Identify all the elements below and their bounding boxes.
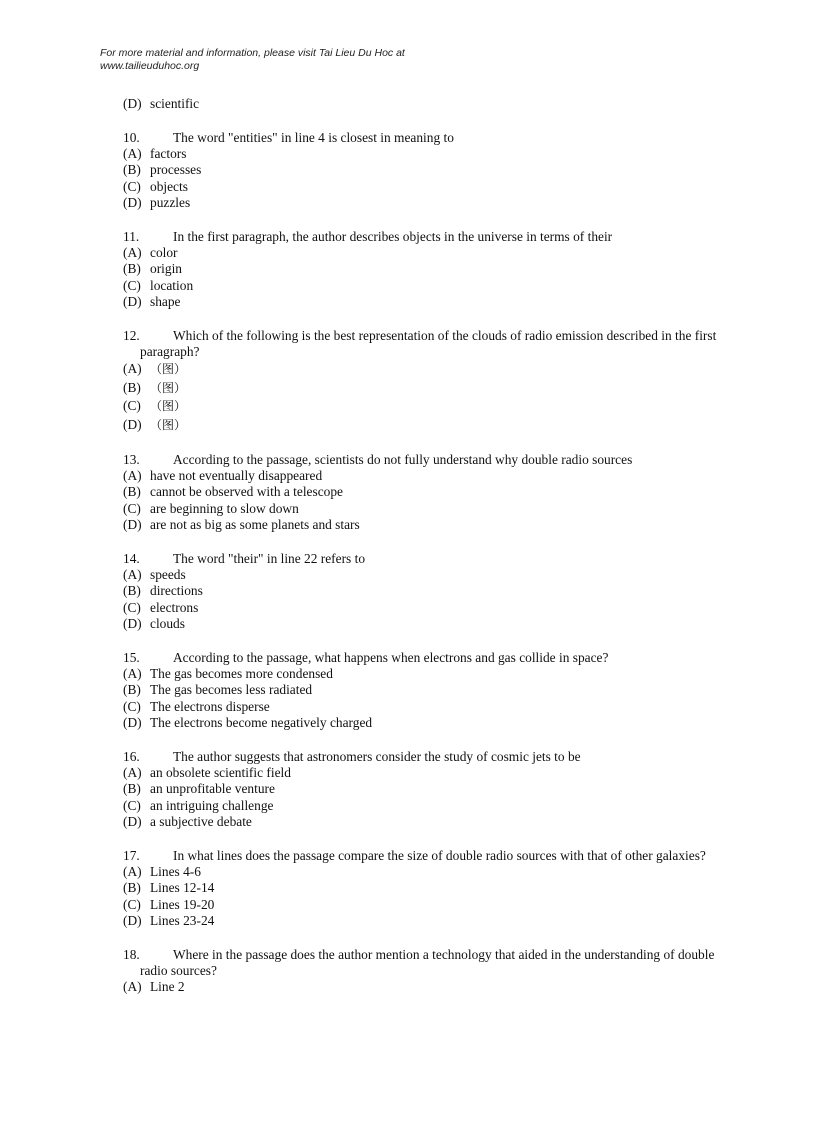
option-figure-placeholder: （图） bbox=[150, 380, 187, 395]
answer-option bbox=[123, 245, 723, 261]
answer-option bbox=[123, 416, 723, 435]
option-letter: (B) bbox=[123, 682, 141, 698]
answer-option bbox=[123, 616, 723, 632]
answer-option bbox=[123, 715, 723, 731]
answer-option bbox=[123, 897, 723, 913]
option-figure-placeholder: （图） bbox=[150, 399, 187, 414]
option-text: Line 2 bbox=[150, 979, 185, 995]
question-stem bbox=[123, 130, 723, 146]
question-number: 13. bbox=[123, 451, 140, 467]
option-text: color bbox=[150, 245, 178, 261]
option-letter: (D) bbox=[123, 194, 142, 210]
question-17 bbox=[123, 848, 723, 929]
question-number: 16. bbox=[123, 748, 140, 764]
question-12 bbox=[123, 328, 723, 435]
option-letter: (B) bbox=[123, 484, 141, 500]
option-text: location bbox=[150, 277, 194, 293]
question-number: 18. bbox=[123, 946, 140, 962]
question-number: 10. bbox=[123, 129, 140, 145]
option-text: directions bbox=[150, 583, 203, 599]
option-text: electrons bbox=[150, 599, 199, 615]
question-list bbox=[123, 96, 723, 996]
option-letter: (D) bbox=[123, 96, 142, 111]
option-text: objects bbox=[150, 178, 188, 194]
answer-option bbox=[123, 501, 723, 517]
answer-option bbox=[123, 379, 723, 398]
option-letter: (B) bbox=[123, 162, 141, 178]
option-text: The gas becomes less radiated bbox=[150, 682, 313, 698]
answer-option bbox=[123, 360, 723, 379]
answer-option bbox=[123, 880, 723, 896]
option-text: puzzles bbox=[150, 194, 191, 210]
option-letter: (B) bbox=[123, 583, 141, 599]
option-letter: (B) bbox=[123, 880, 141, 896]
question-16 bbox=[123, 749, 723, 830]
option-letter: (B) bbox=[123, 261, 141, 277]
question-number: 14. bbox=[123, 550, 140, 566]
option-letter: (B) bbox=[123, 781, 141, 797]
option-text: an obsolete scientific field bbox=[150, 765, 291, 781]
option-text: a subjective debate bbox=[150, 814, 252, 829]
answer-option bbox=[123, 666, 723, 682]
header-link[interactable]: www.tailieuduhoc.org bbox=[100, 60, 200, 72]
question-text: In what lines does the passage compare the size of double radio sources with that of other galaxies? bbox=[173, 847, 706, 863]
option-letter: (A) bbox=[123, 979, 142, 995]
option-letter: (A) bbox=[123, 361, 142, 377]
answer-option bbox=[123, 864, 723, 880]
option-letter: (C) bbox=[123, 896, 141, 912]
option-letter: (A) bbox=[123, 567, 142, 583]
option-letter: (A) bbox=[123, 864, 142, 880]
question-stem bbox=[123, 452, 723, 468]
answer-option bbox=[123, 179, 723, 195]
option-letter: (C) bbox=[123, 797, 141, 813]
option-letter: (C) bbox=[123, 178, 141, 194]
option-text: Lines 23-24 bbox=[150, 912, 215, 928]
answer-option bbox=[123, 699, 723, 715]
option-text: an intriguing challenge bbox=[150, 797, 274, 813]
option-text: factors bbox=[150, 146, 187, 162]
option-text: The gas becomes more condensed bbox=[150, 666, 333, 682]
option-text: Lines 4-6 bbox=[150, 864, 201, 880]
option-letter: (C) bbox=[123, 698, 141, 714]
option-letter: (C) bbox=[123, 500, 141, 516]
option-letter: (C) bbox=[123, 277, 141, 293]
option-text: have not eventually disappeared bbox=[150, 468, 323, 484]
question-text: According to the passage, scientists do not fully understand why double radio sources bbox=[173, 451, 633, 467]
question-text: In the first paragraph, the author describes objects in the universe in terms of their bbox=[173, 228, 613, 244]
question-text: The word "entities" in line 4 is closest in meaning to bbox=[173, 129, 454, 145]
option-letter: (D) bbox=[123, 912, 142, 928]
option-text: an unprofitable venture bbox=[150, 781, 275, 797]
question-number: 17. bbox=[123, 847, 140, 863]
option-text: are not as big as some planets and stars bbox=[150, 517, 360, 533]
option-text: are beginning to slow down bbox=[150, 500, 299, 516]
option-letter: (A) bbox=[123, 666, 142, 682]
answer-option bbox=[123, 294, 723, 310]
question-stem bbox=[123, 848, 723, 864]
question-stem bbox=[123, 551, 723, 567]
option-text: The electrons disperse bbox=[150, 698, 270, 714]
answer-option bbox=[123, 781, 723, 797]
question-stem bbox=[123, 749, 723, 765]
question-text: Which of the following is the best representation of the clouds of radio emission described in the first paragraph? bbox=[140, 327, 717, 360]
question-text: The word "their" in line 22 refers to bbox=[173, 550, 366, 566]
answer-option bbox=[123, 913, 723, 929]
question-number: 12. bbox=[123, 327, 140, 343]
header-line-1: For more material and information, please visit Tai Lieu Du Hoc at bbox=[100, 47, 405, 59]
answer-option bbox=[123, 682, 723, 698]
option-text: origin bbox=[150, 261, 182, 277]
option-figure-placeholder: （图） bbox=[150, 417, 187, 432]
option-text: scientific bbox=[150, 96, 200, 111]
option-letter: (A) bbox=[123, 468, 142, 484]
option-text: shape bbox=[150, 293, 181, 309]
question-stem bbox=[123, 328, 723, 361]
answer-option bbox=[123, 583, 723, 599]
answer-option bbox=[123, 397, 723, 416]
option-letter: (C) bbox=[123, 599, 141, 615]
answer-option bbox=[123, 261, 723, 277]
answer-option bbox=[123, 567, 723, 583]
option-letter: (D) bbox=[123, 715, 142, 731]
answer-option bbox=[123, 162, 723, 178]
question-13 bbox=[123, 452, 723, 533]
question-number: 15. bbox=[123, 649, 140, 665]
option-letter: (D) bbox=[123, 616, 142, 632]
option-letter: (A) bbox=[123, 765, 142, 781]
option-text: processes bbox=[150, 162, 202, 178]
question-14 bbox=[123, 551, 723, 632]
option-letter: (A) bbox=[123, 245, 142, 261]
option-text: The electrons become negatively charged bbox=[150, 715, 373, 731]
option-text: clouds bbox=[150, 616, 185, 632]
option-text: Lines 12-14 bbox=[150, 880, 215, 896]
option-letter: (A) bbox=[123, 146, 142, 162]
question-stem bbox=[123, 947, 723, 980]
question-number: 11. bbox=[123, 228, 140, 244]
option-letter: (D) bbox=[123, 293, 142, 309]
question-11 bbox=[123, 229, 723, 310]
question-18 bbox=[123, 947, 723, 996]
option-text: Lines 19-20 bbox=[150, 896, 215, 912]
question-10 bbox=[123, 130, 723, 211]
answer-option bbox=[123, 600, 723, 616]
question-15 bbox=[123, 650, 723, 731]
option-text: cannot be observed with a telescope bbox=[150, 484, 343, 500]
option-letter: (C) bbox=[123, 398, 141, 414]
answer-option bbox=[123, 765, 723, 781]
question-stem bbox=[123, 229, 723, 245]
answer-option bbox=[123, 468, 723, 484]
answer-option bbox=[123, 517, 723, 533]
carryover-option bbox=[123, 96, 723, 112]
answer-option bbox=[123, 195, 723, 211]
option-letter: (D) bbox=[123, 814, 142, 829]
answer-option bbox=[123, 798, 723, 814]
page-header bbox=[100, 47, 405, 73]
answer-option bbox=[123, 814, 723, 830]
option-letter: (B) bbox=[123, 379, 141, 395]
answer-option bbox=[123, 979, 723, 995]
answer-option bbox=[123, 278, 723, 294]
option-letter: (D) bbox=[123, 416, 142, 432]
option-letter: (D) bbox=[123, 517, 142, 533]
option-text: speeds bbox=[150, 567, 186, 583]
question-text: According to the passage, what happens when electrons and gas collide in space? bbox=[173, 649, 609, 665]
question-text: Where in the passage does the author mention a technology that aided in the understanding of double radio sources? bbox=[140, 946, 715, 979]
answer-option bbox=[123, 484, 723, 500]
question-text: The author suggests that astronomers consider the study of cosmic jets to be bbox=[173, 748, 581, 764]
option-figure-placeholder: （图） bbox=[150, 362, 187, 377]
answer-option bbox=[123, 146, 723, 162]
question-stem bbox=[123, 650, 723, 666]
